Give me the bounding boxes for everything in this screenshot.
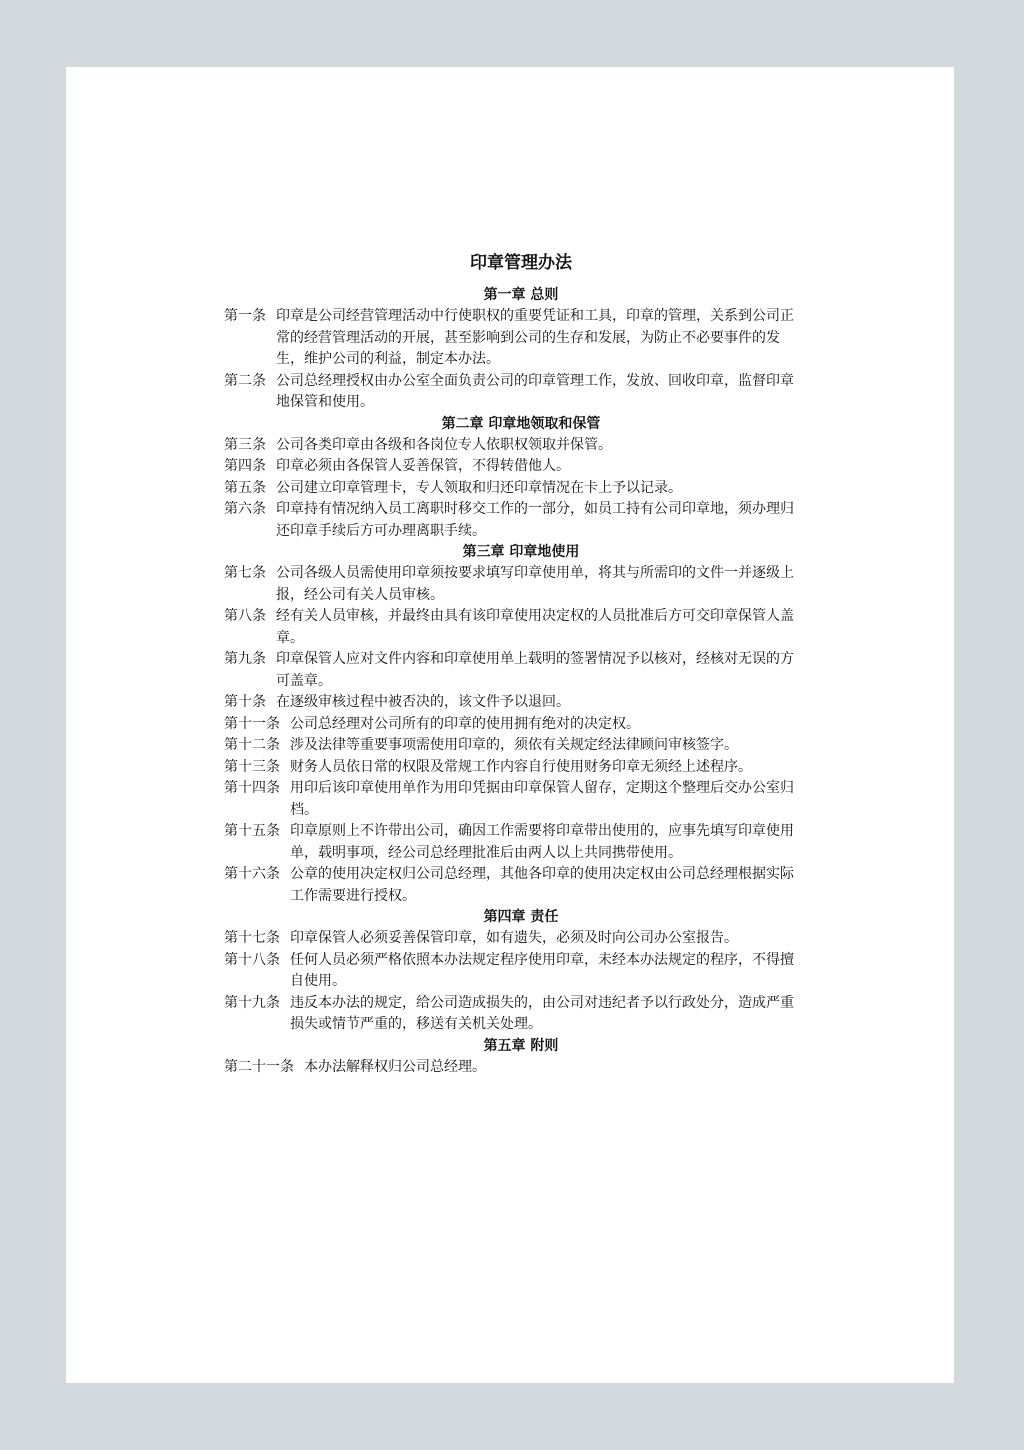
article — [224, 928, 804, 950]
document-title: 印章管理办法 — [470, 253, 572, 273]
article-text: 印章是公司经营管理活动中行使职权的重要凭证和工具，印章的管理，关系到公司正常的经营管理活动的开展，甚至影响到公司的生存和发展，为防止不必要事件的发生，维护公司的利益，制定本办法。 — [276, 308, 794, 367]
article-number: 第五条 — [224, 479, 266, 496]
article — [224, 864, 804, 907]
article-text: 在逐级审核过程中被否决的，该文件予以退回。 — [276, 694, 570, 710]
article-number: 第十三条 — [224, 758, 280, 775]
article — [224, 306, 804, 371]
article-text: 经有关人员审核，并最终由具有该印章使用决定权的人员批准后方可交印章保管人盖章。 — [276, 608, 794, 646]
article-number: 第九条 — [224, 651, 266, 667]
chapter-heading: 第一章 总则 — [483, 287, 559, 303]
article-text: 涉及法律等重要事项需使用印章的，须依有关规定经法律顾问审核签字。 — [290, 737, 738, 753]
article — [224, 735, 804, 757]
article-number: 第十一条 — [224, 715, 280, 732]
article-number: 第八条 — [224, 608, 266, 624]
article — [224, 993, 804, 1036]
article-text: 印章必须由各保管人妥善保管，不得转借他人。 — [276, 458, 570, 474]
article-text: 印章保管人必须妥善保管印章，如有遗失，必须及时向公司办公室报告。 — [290, 930, 738, 946]
article-text: 公司总经理授权由办公室全面负责公司的印章管理工作，发放、回收印章，监督印章地保管和使用。 — [276, 372, 794, 410]
chapter-heading: 第二章 印章地领取和保管 — [441, 415, 601, 432]
article-text: 印章原则上不许带出公司，确因工作需要将印章带出使用的，应事先填写印章使用单，载明事项，经公司总经理批准后由两人以上共同携带使用。 — [290, 823, 794, 861]
chapter-heading: 第三章 印章地使用 — [462, 544, 580, 560]
article — [224, 757, 804, 779]
article — [224, 563, 804, 606]
article-text: 公司建立印章管理卡，专人领取和归还印章情况在卡上予以记录。 — [276, 479, 682, 496]
article — [224, 714, 804, 736]
article-text: 任何人员必须严格依照本办法规定程序使用印章，未经本办法规定的程序，不得擅自使用。 — [290, 951, 794, 989]
article-number: 第二十一条 — [224, 1058, 294, 1075]
article-number: 第十六条 — [224, 866, 280, 882]
chapter-heading: 第五章 附则 — [483, 1037, 559, 1054]
article-number: 第二条 — [224, 372, 266, 389]
article — [224, 478, 804, 500]
article-text: 本办法解释权归公司总经理。 — [304, 1058, 486, 1075]
article-text: 违反本办法的规定，给公司造成损失的，由公司对违纪者予以行政处分，造成严重损失或情节严重的，移送有关机关处理。 — [290, 994, 794, 1032]
article — [224, 950, 804, 993]
article-text: 公章的使用决定权归公司总经理，其他各印章的使用决定权由公司总经理根据实际工作需要进行授权。 — [290, 866, 794, 904]
article-number: 第十五条 — [224, 823, 280, 839]
article — [224, 649, 804, 692]
article-number: 第七条 — [224, 565, 266, 581]
article-number: 第十八条 — [224, 951, 280, 968]
article — [224, 606, 804, 649]
article-number: 第六条 — [224, 501, 266, 517]
document-content — [224, 251, 804, 1078]
article-number: 第十九条 — [224, 994, 280, 1011]
article-number: 第四条 — [224, 458, 266, 474]
article — [224, 821, 804, 864]
article-text: 公司各类印章由各级和各岗位专人依职权领取并保管。 — [276, 436, 612, 453]
chapter-heading: 第四章 责任 — [483, 909, 559, 925]
article — [224, 435, 804, 457]
article — [224, 692, 804, 714]
article-number: 第三条 — [224, 436, 266, 453]
article-number: 第十四条 — [224, 780, 280, 796]
article — [224, 778, 804, 821]
article — [224, 371, 804, 414]
article-text: 财务人员依日常的权限及常规工作内容自行使用财务印章无须经上述程序。 — [290, 758, 752, 775]
article — [224, 456, 804, 478]
article-text: 印章保管人应对文件内容和印章使用单上载明的签署情况予以核对，经核对无误的方可盖章。 — [276, 651, 794, 689]
article-number: 第十二条 — [224, 737, 280, 753]
article-text: 公司总经理对公司所有的印章的使用拥有绝对的决定权。 — [290, 715, 640, 732]
article-number: 第一条 — [224, 308, 266, 324]
document-page — [66, 67, 954, 1383]
article-text: 印章持有情况纳入员工离职时移交工作的一部分，如员工持有公司印章地，须办理归还印章手续后方可办理离职手续。 — [276, 501, 794, 539]
article — [224, 499, 804, 542]
article-text: 用印后该印章使用单作为用印凭据由印章保管人留存，定期这个整理后交办公室归档。 — [290, 780, 794, 818]
article — [224, 1057, 804, 1079]
article-number: 第十条 — [224, 694, 266, 710]
article-number: 第十七条 — [224, 930, 280, 946]
article-text: 公司各级人员需使用印章须按要求填写印章使用单，将其与所需印的文件一并逐级上报，经公司有关人员审核。 — [276, 565, 794, 603]
